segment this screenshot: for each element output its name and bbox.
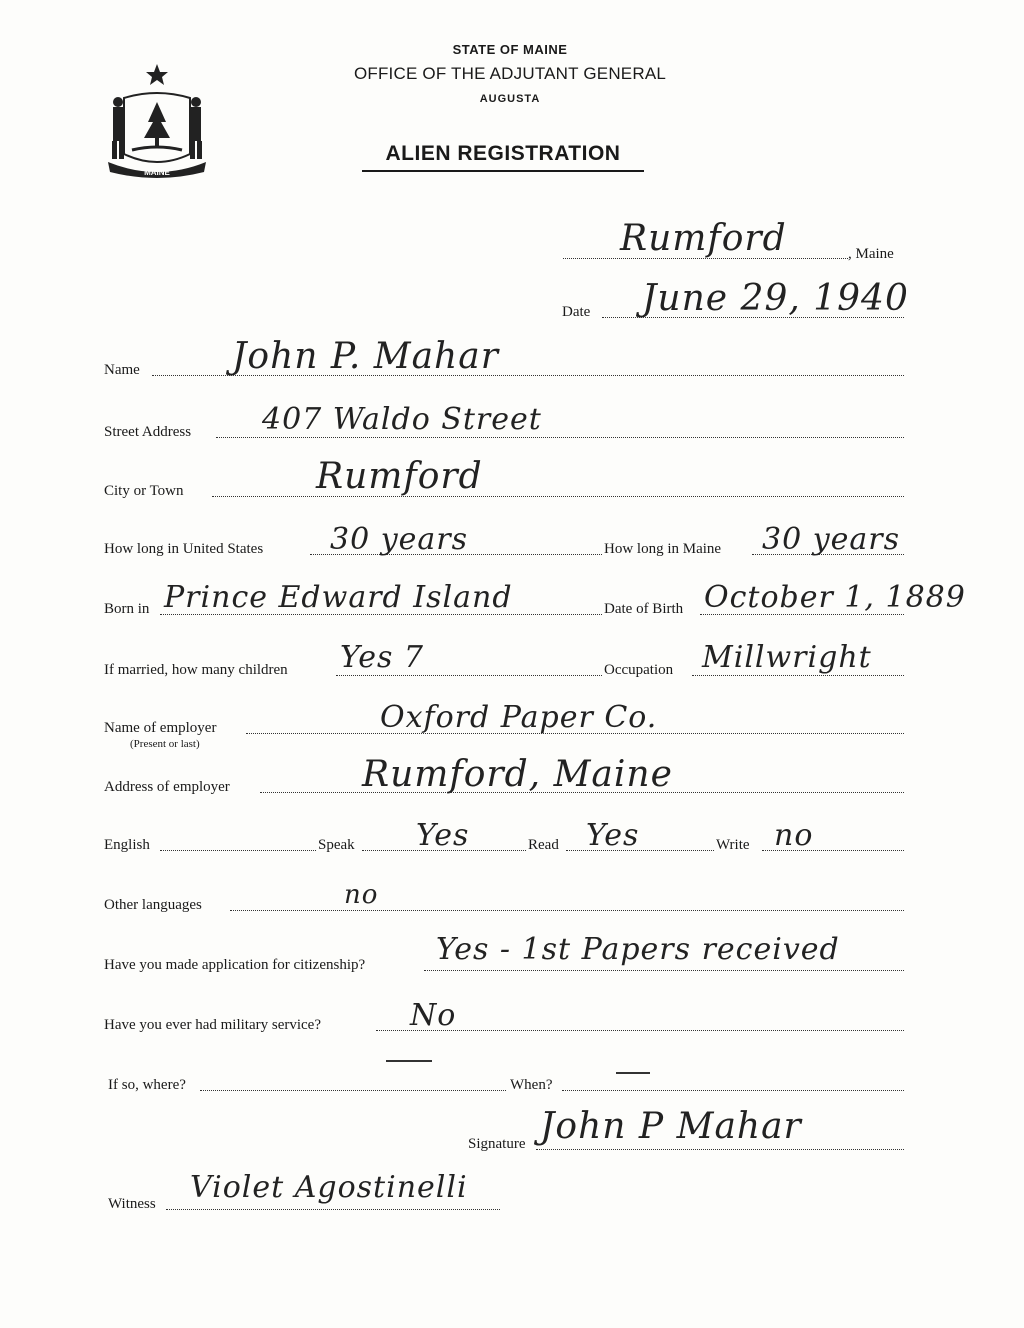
where-label: If so, where? bbox=[108, 1077, 186, 1093]
other-languages-entry: no bbox=[344, 880, 379, 910]
long-maine-entry: 30 years bbox=[762, 522, 901, 557]
married-line bbox=[336, 675, 602, 676]
date-entry: June 29, 1940 bbox=[642, 278, 909, 319]
speak-entry: Yes bbox=[416, 818, 470, 853]
where-dash bbox=[386, 1060, 432, 1062]
witness-line bbox=[166, 1209, 500, 1210]
maine-label: , Maine bbox=[848, 246, 894, 262]
children-entry: Yes 7 bbox=[340, 640, 424, 675]
read-label: Read bbox=[528, 837, 559, 853]
signature-line bbox=[536, 1149, 904, 1150]
street-entry: 407 Waldo Street bbox=[262, 402, 542, 437]
occupation-label: Occupation bbox=[604, 662, 674, 678]
long-us-entry: 30 years bbox=[330, 522, 469, 557]
military-entry: No bbox=[410, 998, 457, 1033]
dob-label: Date of Birth bbox=[604, 601, 684, 617]
where-line bbox=[200, 1090, 506, 1091]
citizenship-line bbox=[424, 970, 904, 971]
signature-label: Signature bbox=[468, 1136, 526, 1152]
svg-text:MAINE: MAINE bbox=[144, 168, 170, 177]
when-label: When? bbox=[510, 1077, 553, 1093]
english-line bbox=[160, 850, 316, 851]
witness-entry: Violet Agostinelli bbox=[190, 1170, 468, 1205]
married-label: If married, how many children bbox=[104, 662, 288, 678]
employer-sublabel: (Present or last) bbox=[130, 738, 200, 750]
english-label: English bbox=[104, 837, 150, 853]
when-dash bbox=[616, 1072, 650, 1074]
military-label: Have you ever had military service? bbox=[104, 1017, 321, 1033]
form-title: ALIEN REGISTRATION bbox=[362, 142, 644, 172]
occupation-entry: Millwright bbox=[702, 640, 872, 675]
dob-entry: October 1, 1889 bbox=[704, 580, 966, 615]
long-maine-label: How long in Maine bbox=[604, 541, 722, 557]
employer-address-label: Address of employer bbox=[104, 779, 230, 795]
maine-state-seal-icon bbox=[104, 58, 210, 184]
witness-label: Witness bbox=[108, 1196, 156, 1212]
occupation-line bbox=[692, 675, 904, 676]
citizenship-entry: Yes - 1st Papers received bbox=[436, 932, 840, 967]
long-us-label: How long in United States bbox=[104, 541, 264, 557]
speak-label: Speak bbox=[318, 837, 355, 853]
city-heading: AUGUSTA bbox=[479, 93, 541, 105]
state-heading: STATE OF MAINE bbox=[452, 42, 568, 57]
when-line bbox=[562, 1090, 904, 1091]
employer-address-entry: Rumford, Maine bbox=[362, 754, 673, 795]
write-entry: no bbox=[774, 818, 814, 853]
other-languages-label: Other languages bbox=[104, 897, 202, 913]
born-label: Born in bbox=[104, 601, 150, 617]
signature-entry: John P Mahar bbox=[540, 1106, 802, 1147]
employer-entry: Oxford Paper Co. bbox=[380, 700, 658, 735]
citizenship-label: Have you made application for citizenship? bbox=[104, 957, 366, 973]
town-entry: Rumford bbox=[620, 218, 787, 259]
date-label: Date bbox=[562, 304, 591, 320]
other-languages-line bbox=[230, 910, 904, 911]
city-entry: Rumford bbox=[316, 456, 483, 497]
street-label: Street Address bbox=[104, 424, 192, 440]
write-label: Write bbox=[716, 837, 750, 853]
employer-label: Name of employer bbox=[104, 720, 217, 736]
read-entry: Yes bbox=[586, 818, 640, 853]
born-entry: Prince Edward Island bbox=[164, 580, 513, 615]
name-entry: John P. Mahar bbox=[232, 336, 499, 377]
name-label: Name bbox=[104, 362, 140, 378]
office-heading: OFFICE OF THE ADJUTANT GENERAL bbox=[353, 64, 667, 83]
city-label: City or Town bbox=[104, 483, 184, 499]
street-line bbox=[216, 437, 904, 438]
